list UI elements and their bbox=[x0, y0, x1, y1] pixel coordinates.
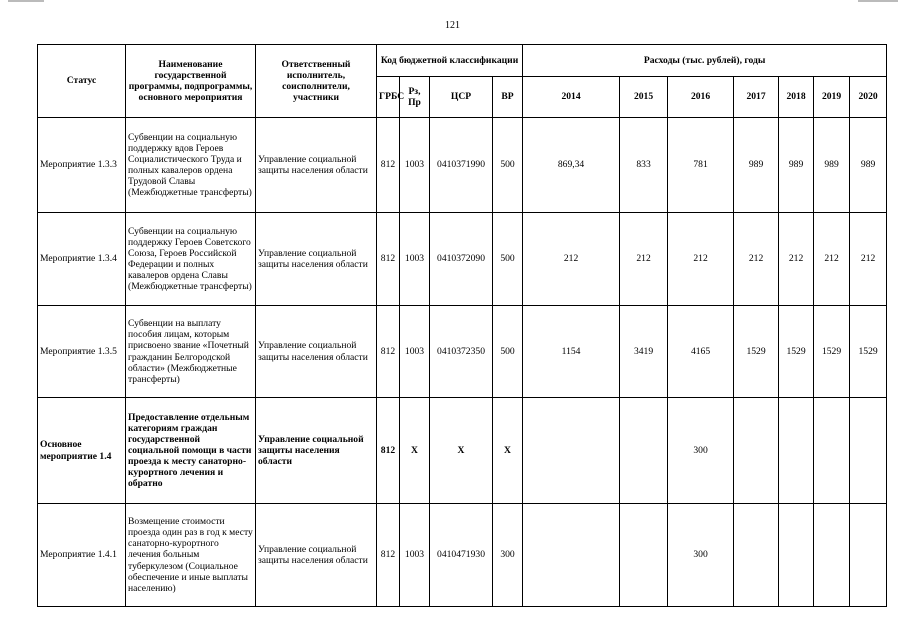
row-value-2015 bbox=[620, 398, 668, 504]
row-value-2018: 212 bbox=[779, 213, 814, 306]
row-value-2015: 833 bbox=[620, 118, 668, 213]
table-row bbox=[38, 213, 887, 306]
row-status: Мероприятие 1.3.4 bbox=[38, 213, 126, 306]
row-csr: 0410371990 bbox=[430, 118, 493, 213]
row-csr: 0410372090 bbox=[430, 213, 493, 306]
header-expenses: Расходы (тыс. рублей), годы bbox=[523, 45, 887, 77]
scan-edge-mark bbox=[858, 0, 898, 2]
row-rzpr: 1003 bbox=[400, 504, 430, 607]
row-rzpr: 1003 bbox=[400, 118, 430, 213]
row-vr: 500 bbox=[493, 118, 523, 213]
row-name: Субвенции на выплату пособия лицам, которым присвоено звание «Почетный гражданин Белгородской области» (Межбюджетные трансферты) bbox=[126, 306, 256, 398]
row-value-2019: 1529 bbox=[814, 306, 850, 398]
row-value-2019: 989 bbox=[814, 118, 850, 213]
header-year: 2020 bbox=[850, 77, 887, 118]
header-year: 2018 bbox=[779, 77, 814, 118]
row-value-2014: 212 bbox=[523, 213, 620, 306]
row-executor: Управление социальной защиты населения области bbox=[256, 398, 377, 504]
header-status: Статус bbox=[38, 45, 126, 118]
row-grbs: 812 bbox=[377, 398, 400, 504]
header-year: 2015 bbox=[620, 77, 668, 118]
row-status: Основное мероприятие 1.4 bbox=[38, 398, 126, 504]
row-grbs: 812 bbox=[377, 213, 400, 306]
row-rzpr: 1003 bbox=[400, 306, 430, 398]
row-value-2017: 989 bbox=[734, 118, 779, 213]
header-csr: ЦСР bbox=[430, 77, 493, 118]
row-executor: Управление социальной защиты населения области bbox=[256, 213, 377, 306]
row-name: Возмещение стоимости проезда один раз в год к месту санаторно-курортного лечения больным туберкулезом (Социальное обеспечение и иные выплаты населению) bbox=[126, 504, 256, 607]
row-value-2020 bbox=[850, 398, 887, 504]
header-vr: ВР bbox=[493, 77, 523, 118]
row-csr: 0410372350 bbox=[430, 306, 493, 398]
row-value-2016: 4165 bbox=[668, 306, 734, 398]
row-rzpr: Х bbox=[400, 398, 430, 504]
scan-edge-mark bbox=[8, 0, 44, 2]
row-vr: Х bbox=[493, 398, 523, 504]
header-rzpr: Рз, Пр bbox=[400, 77, 430, 118]
budget-table bbox=[37, 44, 887, 607]
header-year: 2017 bbox=[734, 77, 779, 118]
row-value-2019 bbox=[814, 504, 850, 607]
row-grbs: 812 bbox=[377, 504, 400, 607]
row-status: Мероприятие 1.3.5 bbox=[38, 306, 126, 398]
row-executor: Управление социальной защиты населения области bbox=[256, 504, 377, 607]
row-value-2020 bbox=[850, 504, 887, 607]
table-row bbox=[38, 306, 887, 398]
row-value-2014: 869,34 bbox=[523, 118, 620, 213]
row-value-2020: 1529 bbox=[850, 306, 887, 398]
table-row bbox=[38, 398, 887, 504]
row-value-2019 bbox=[814, 398, 850, 504]
row-name: Субвенции на социальную поддержку вдов Героев Социалистического Труда и полных кавалеров ордена Трудовой Славы (Межбюджетные трансферты) bbox=[126, 118, 256, 213]
row-grbs: 812 bbox=[377, 306, 400, 398]
table-row bbox=[38, 504, 887, 607]
row-csr: 0410471930 bbox=[430, 504, 493, 607]
row-value-2014 bbox=[523, 504, 620, 607]
row-value-2014 bbox=[523, 398, 620, 504]
row-value-2018: 1529 bbox=[779, 306, 814, 398]
row-value-2018 bbox=[779, 398, 814, 504]
row-name: Субвенции на социальную поддержку Героев Советского Союза, Героев Российской Федерации и полных кавалеров ордена Славы (Межбюджетные трансферты) bbox=[126, 213, 256, 306]
header-year: 2019 bbox=[814, 77, 850, 118]
header-year: 2016 bbox=[668, 77, 734, 118]
row-value-2016: 300 bbox=[668, 504, 734, 607]
row-value-2015: 212 bbox=[620, 213, 668, 306]
row-value-2014: 1154 bbox=[523, 306, 620, 398]
row-csr: Х bbox=[430, 398, 493, 504]
row-grbs: 812 bbox=[377, 118, 400, 213]
row-vr: 500 bbox=[493, 306, 523, 398]
row-value-2018: 989 bbox=[779, 118, 814, 213]
row-value-2017 bbox=[734, 398, 779, 504]
row-status: Мероприятие 1.3.3 bbox=[38, 118, 126, 213]
header-executor: Ответственный исполнитель, соисполнители, участники bbox=[256, 45, 377, 118]
row-value-2016: 300 bbox=[668, 398, 734, 504]
row-value-2015 bbox=[620, 504, 668, 607]
row-rzpr: 1003 bbox=[400, 213, 430, 306]
header-year: 2014 bbox=[523, 77, 620, 118]
header-budget-code: Код бюджетной классификации bbox=[377, 45, 523, 77]
page-number: 121 bbox=[445, 20, 460, 31]
row-vr: 500 bbox=[493, 213, 523, 306]
header-name: Наименование государственной программы, подпрограммы, основного мероприятия bbox=[126, 45, 256, 118]
row-value-2017: 212 bbox=[734, 213, 779, 306]
header-grbs: ГРБС bbox=[377, 77, 400, 118]
row-value-2020: 212 bbox=[850, 213, 887, 306]
row-executor: Управление социальной защиты населения области bbox=[256, 118, 377, 213]
row-value-2016: 212 bbox=[668, 213, 734, 306]
row-name: Предоставление отдельным категориям граждан государственной социальной помощи в части проезда к месту санаторно-курортного лечения и обратно bbox=[126, 398, 256, 504]
row-value-2017: 1529 bbox=[734, 306, 779, 398]
row-value-2016: 781 bbox=[668, 118, 734, 213]
row-value-2020: 989 bbox=[850, 118, 887, 213]
row-vr: 300 bbox=[493, 504, 523, 607]
row-value-2018 bbox=[779, 504, 814, 607]
row-value-2019: 212 bbox=[814, 213, 850, 306]
row-value-2015: 3419 bbox=[620, 306, 668, 398]
row-executor: Управление социальной защиты населения области bbox=[256, 306, 377, 398]
row-status: Мероприятие 1.4.1 bbox=[38, 504, 126, 607]
row-value-2017 bbox=[734, 504, 779, 607]
table-row bbox=[38, 118, 887, 213]
